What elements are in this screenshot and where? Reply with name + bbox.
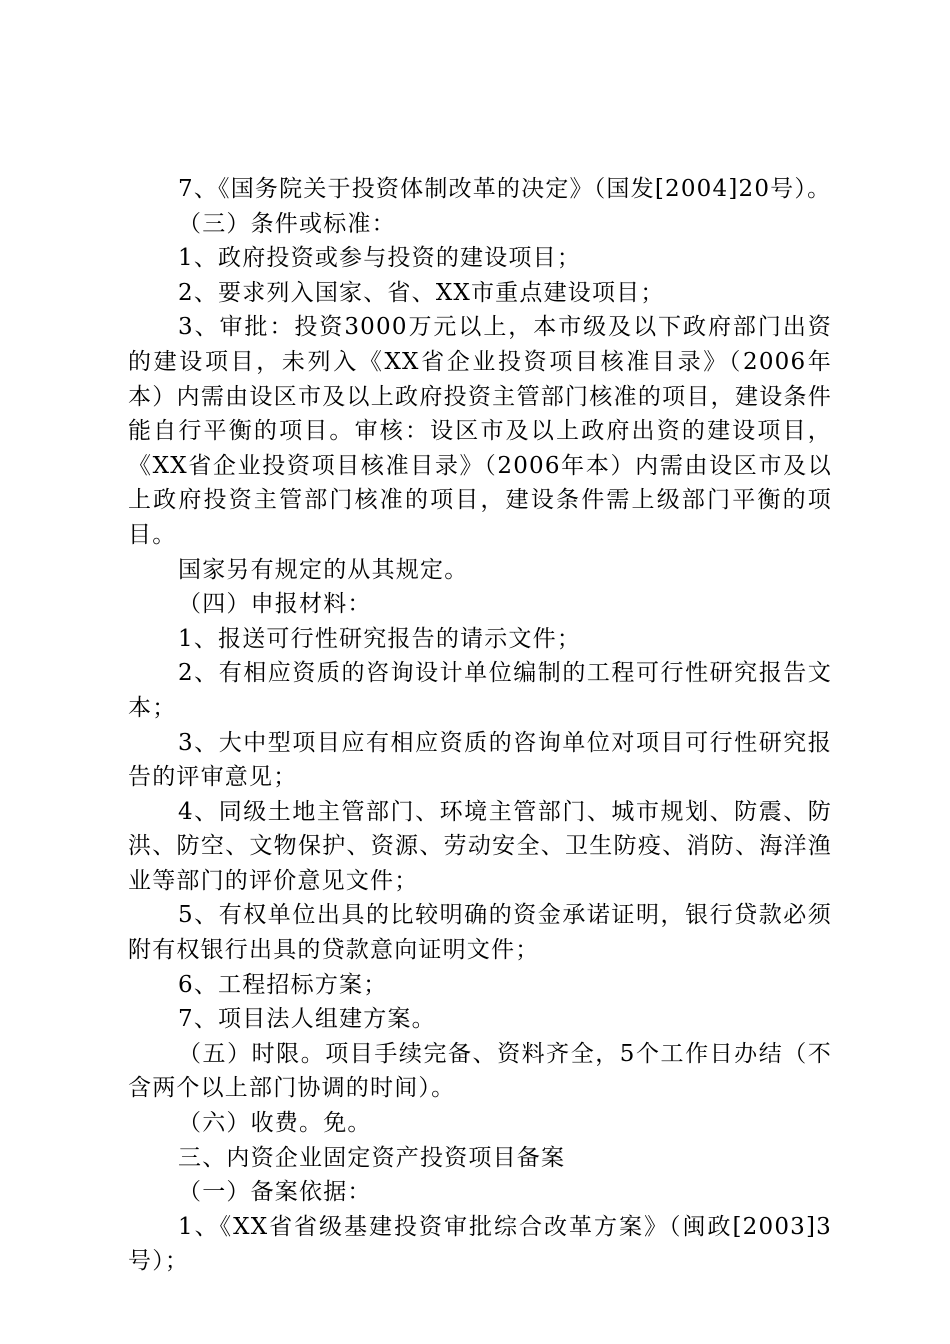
section-heading-filing-basis: （一）备案依据：: [178, 1179, 372, 1206]
section-time-limit: （五）时限。项目手续完备、资料齐全，5个工作日办结（不含两个以上部门协调的时间）。: [128, 1040, 832, 1102]
material-item-4: 4、同级土地主管部门、环境主管部门、城市规划、防震、防洪、防空、文物保护、资源、劳动安全、卫生防疫、消防、海洋渔业等部门的评价意见文件；: [128, 798, 832, 894]
chapter-heading-filing: 三、内资企业固定资产投资项目备案: [178, 1144, 566, 1171]
material-item-3: 3、大中型项目应有相应资质的咨询单位对项目可行性研究报告的评审意见；: [128, 729, 832, 791]
material-item-6: 6、工程招标方案；: [178, 971, 388, 998]
material-item-7: 7、项目法人组建方案。: [178, 1006, 436, 1033]
paragraph-item-7-decision: 7、《国务院关于投资体制改革的决定》（国发[2004]20号）。: [178, 176, 832, 202]
section-fees: （六）收费。免。: [178, 1110, 372, 1137]
national-rule-note: 国家另有规定的从其规定。: [178, 556, 469, 583]
condition-item-1: 1、政府投资或参与投资的建设项目；: [178, 245, 582, 272]
material-item-5: 5、有权单位出具的比较明确的资金承诺证明，银行贷款必须附有权银行出具的贷款意向证明文件；: [128, 902, 832, 964]
document-body: [128, 172, 832, 1279]
condition-item-3: 3、审批：投资3000万元以上，本市级及以下政府部门出资的建设项目，未列入《XX省企业投资项目核准目录》（2006年本）内需由设区市及以上政府投资主管部门核准的项目，建设条件能自行平衡的项目。审核：设区市及以上政府出资的建设项目，《XX省企业投资项目核准目录》（2006年本）内需由设区市及以上政府投资主管部门核准的项目，建设条件需上级部门平衡的项目。: [128, 314, 832, 548]
filing-basis-item-1: 1、《XX省省级基建投资审批综合改革方案》（闽政[2003]3号）；: [128, 1213, 832, 1275]
material-item-2: 2、有相应资质的咨询设计单位编制的工程可行性研究报告文本；: [128, 660, 832, 721]
condition-item-2: 2、要求列入国家、省、XX市重点建设项目；: [178, 279, 665, 306]
section-heading-materials: （四）申报材料：: [178, 591, 372, 618]
material-item-1: 1、报送可行性研究报告的请示文件；: [178, 625, 582, 652]
section-heading-conditions: （三）条件或标准：: [178, 210, 396, 237]
